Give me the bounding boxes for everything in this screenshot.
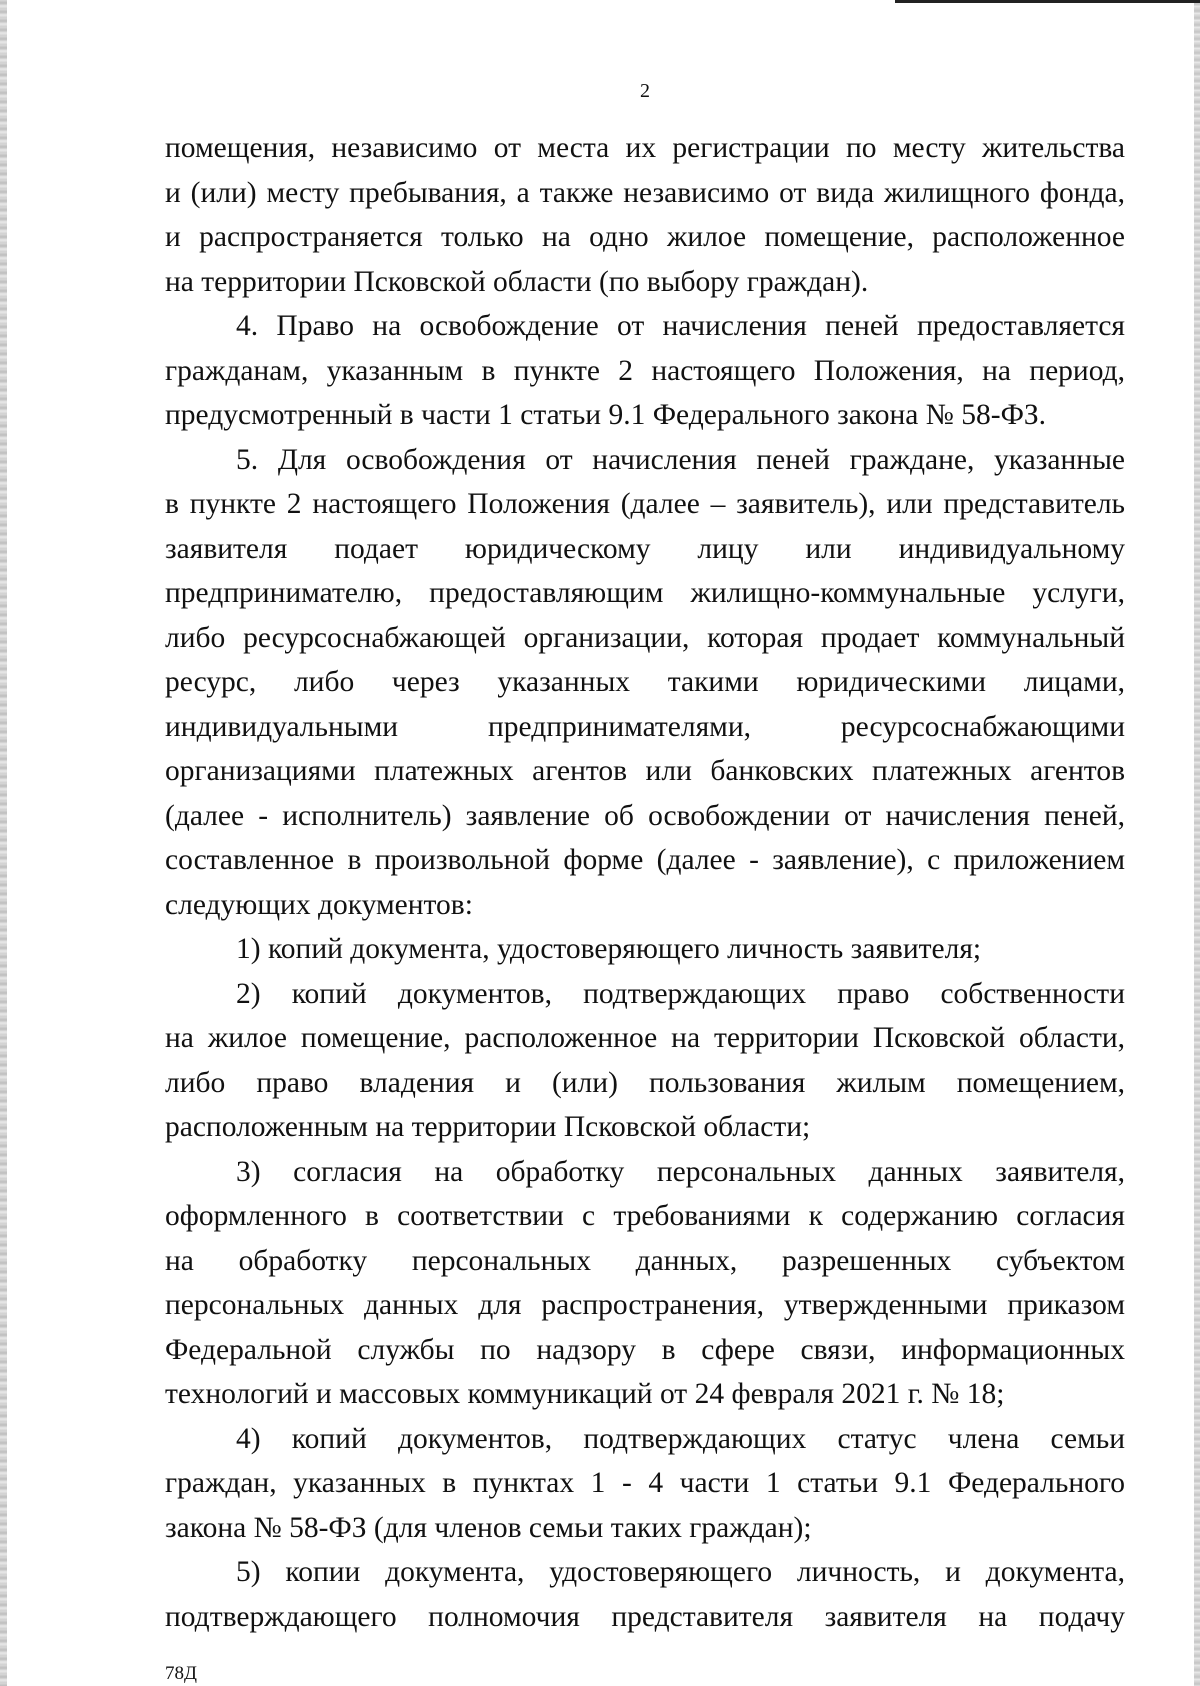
paragraph-line: оформленного в соответствии с требованиями к содержанию согласия — [165, 1200, 1125, 1232]
paragraph-line: Федеральной службы по надзору в сфере связи, информационных — [165, 1333, 1125, 1366]
paragraph-line: составленное в произвольной форме (далее - заявление), с приложением — [165, 844, 1125, 876]
paragraph-line: подтверждающего полномочия представителя заявителя на подачу — [165, 1600, 1125, 1633]
paragraph-line: в пункте 2 настоящего Положения (далее – заявитель), или представитель — [165, 488, 1125, 520]
paragraph-line: персональных данных для распространения, утвержденными приказом — [165, 1289, 1125, 1321]
paragraph-line: на обработку персональных данных, разрешенных субъектом — [165, 1244, 1125, 1277]
page-number: 2 — [640, 80, 650, 102]
paragraph-line: помещения, независимо от места их регистрации по месту жительства — [165, 132, 1125, 164]
list-item: 3) согласия на обработку персональных данных заявителя, — [236, 1155, 1125, 1188]
paragraph-line: предусмотренный в части 1 статьи 9.1 Федерального закона № 58-ФЗ. — [165, 399, 1047, 431]
paragraph-line: организациями платежных агентов или банковских платежных агентов — [165, 755, 1125, 787]
paragraph-line: (далее - исполнитель) заявление об освобождении от начисления пеней, — [165, 799, 1125, 832]
paragraph-line: 4. Право на освобождение от начисления пеней предоставляется — [236, 310, 1125, 342]
paragraph-line: заявителя подает юридическому лицу или индивидуальному — [165, 532, 1125, 565]
paragraph-line: закона № 58-ФЗ (для членов семьи таких граждан); — [165, 1511, 812, 1544]
paragraph-line: либо ресурсоснабжающей организации, которая продает коммунальный — [165, 621, 1125, 654]
paragraph-line: 5. Для освобождения от начисления пеней граждане, указанные — [236, 443, 1125, 476]
paragraph-line: технологий и массовых коммуникаций от 24 февраля 2021 г. № 18; — [165, 1378, 1005, 1410]
paragraph-line: и распространяется только на одно жилое помещение, расположенное — [165, 221, 1125, 253]
paragraph-line: расположенным на территории Псковской области; — [165, 1111, 811, 1143]
paragraph-line: следующих документов: — [165, 888, 473, 921]
scan-top-edge-mark — [895, 0, 1200, 3]
footer-document-code: 78Д — [165, 1663, 197, 1684]
scan-left-edge — [0, 0, 7, 1686]
scan-right-edge — [1194, 0, 1200, 1686]
list-item: 2) копий документов, подтверждающих право собственности — [236, 977, 1125, 1010]
paragraph-line: индивидуальными предпринимателями, ресурсоснабжающими — [165, 710, 1125, 743]
paragraph-line: на жилое помещение, расположенное на территории Псковской области, — [165, 1022, 1125, 1054]
paragraph-line: граждан, указанных в пунктах 1 - 4 части 1 статьи 9.1 Федерального — [165, 1467, 1125, 1499]
list-item: 5) копии документа, удостоверяющего личность, и документа, — [236, 1556, 1125, 1588]
paragraph-line: либо право владения и (или) пользования жилым помещением, — [165, 1066, 1125, 1099]
paragraph-line: ресурс, либо через указанных такими юридическими лицами, — [165, 666, 1125, 698]
document-body — [165, 126, 1125, 1639]
paragraph-line: на территории Псковской области (по выбору граждан). — [165, 265, 869, 298]
list-item: 1) копий документа, удостоверяющего личность заявителя; — [236, 933, 982, 965]
paragraph-line: и (или) месту пребывания, а также независимо от вида жилищного фонда, — [165, 176, 1125, 209]
paragraph-line: гражданам, указанным в пункте 2 настоящего Положения, на период, — [165, 354, 1125, 387]
list-item: 4) копий документов, подтверждающих статус члена семьи — [236, 1422, 1125, 1455]
paragraph-line: предпринимателю, предоставляющим жилищно-коммунальные услуги, — [165, 577, 1125, 609]
